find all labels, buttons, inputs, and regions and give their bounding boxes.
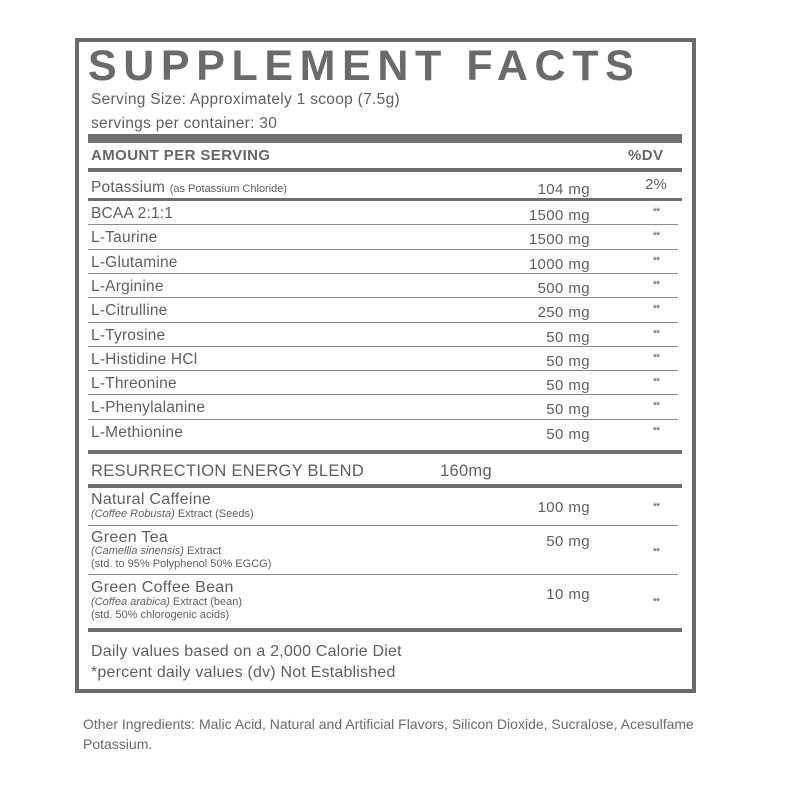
nutrient-amount: 50 mg xyxy=(546,353,590,370)
nutrient-amount: 50 mg xyxy=(546,426,590,443)
amount-per-serving-header: AMOUNT PER SERVING xyxy=(91,147,271,164)
nutrient-row xyxy=(0,396,800,420)
row-divider xyxy=(88,273,678,274)
section-divider xyxy=(88,628,682,632)
nutrient-name: L-Phenylalanine xyxy=(91,399,206,416)
row-divider xyxy=(88,249,678,250)
nutrient-row xyxy=(0,299,800,323)
section-divider xyxy=(88,198,682,201)
nutrient-dv: ** xyxy=(652,400,660,412)
footnote-not-established: *percent daily values (dv) Not Established xyxy=(91,664,396,681)
thick-divider xyxy=(88,134,682,143)
header-divider xyxy=(88,168,682,172)
blend-item-dv: ** xyxy=(652,501,660,513)
nutrient-name: L-Citrulline xyxy=(91,302,168,319)
row-divider xyxy=(88,370,678,371)
blend-item-source: (Coffea arabica) Extract (bean) xyxy=(91,596,243,608)
blend-item-name: Green Tea xyxy=(91,529,169,546)
blend-item-source: (Coffee Robusta) Extract (Seeds) xyxy=(91,508,254,520)
row-divider xyxy=(88,394,678,395)
nutrient-row xyxy=(0,275,800,299)
nutrient-amount: 50 mg xyxy=(546,401,590,418)
nutrient-dv: ** xyxy=(652,279,660,291)
row-divider xyxy=(88,297,678,298)
nutrient-dv: ** xyxy=(652,425,660,437)
nutrient-dv: ** xyxy=(652,376,660,388)
other-ingredients: Other Ingredients: Malic Acid, Natural and Artificial Flavors, Silicon Dioxide, Sucralose, Acesulfame Potassium. xyxy=(83,716,694,752)
row-divider xyxy=(88,574,678,575)
nutrient-dv: 2% xyxy=(645,176,667,193)
blend-item-dv: ** xyxy=(652,596,660,608)
nutrient-row xyxy=(0,251,800,275)
nutrient-dv: ** xyxy=(652,230,660,242)
nutrient-row xyxy=(0,421,800,445)
nutrient-amount: 500 mg xyxy=(537,280,590,297)
nutrient-dv: ** xyxy=(652,303,660,315)
blend-item-amount: 10 mg xyxy=(546,586,590,603)
nutrient-row xyxy=(0,348,800,372)
servings-per-container: servings per container: 30 xyxy=(91,115,278,132)
nutrient-dv: ** xyxy=(652,328,660,340)
nutrient-name: BCAA 2:1:1 xyxy=(91,205,174,222)
nutrient-name: L-Arginine xyxy=(91,278,164,295)
nutrient-name: L-Taurine xyxy=(91,229,158,246)
nutrient-name: L-Tyrosine xyxy=(91,327,166,344)
nutrient-amount: 1000 mg xyxy=(528,256,590,273)
panel-title: SUPPLEMENT FACTS xyxy=(88,42,641,90)
nutrient-row xyxy=(0,324,800,348)
row-divider xyxy=(88,224,678,225)
nutrient-name: L-Glutamine xyxy=(91,254,178,271)
dv-header: %DV xyxy=(628,147,664,164)
nutrient-name: L-Histidine HCl xyxy=(91,351,198,368)
row-divider xyxy=(88,346,678,347)
blend-item-amount: 100 mg xyxy=(537,499,590,516)
section-divider xyxy=(88,484,682,488)
nutrient-row xyxy=(0,372,800,396)
nutrient-amount: 104 mg xyxy=(537,181,590,198)
blend-item-source: (Camellia sinensis) Extract xyxy=(91,545,222,557)
blend-item-dv: ** xyxy=(652,546,660,558)
row-divider xyxy=(88,419,678,420)
footnote-daily-values: Daily values based on a 2,000 Calorie Diet xyxy=(91,643,402,660)
nutrient-dv: ** xyxy=(652,206,660,218)
row-divider xyxy=(88,525,678,526)
nutrient-dv: ** xyxy=(652,352,660,364)
nutrient-name: Potassium (as Potassium Chloride) xyxy=(91,179,288,196)
blend-item-standardization: (std. to 95% Polyphenol 50% EGCG) xyxy=(91,558,272,570)
nutrient-amount: 1500 mg xyxy=(528,207,590,224)
row-divider xyxy=(88,322,678,323)
nutrient-name: L-Threonine xyxy=(91,375,177,392)
blend-amount: 160mg xyxy=(440,462,492,480)
section-divider xyxy=(88,450,682,454)
nutrient-row xyxy=(0,226,800,250)
blend-item-standardization: (std. 50% chlorogenic acids) xyxy=(91,609,230,621)
nutrient-amount: 50 mg xyxy=(546,377,590,394)
nutrient-name: L-Methionine xyxy=(91,424,184,441)
nutrient-row-potassium xyxy=(0,176,800,200)
nutrient-row xyxy=(0,202,800,226)
nutrient-amount: 50 mg xyxy=(546,329,590,346)
blend-name: RESURRECTION ENERGY BLEND xyxy=(91,462,365,480)
blend-item-name: Natural Caffeine xyxy=(91,491,212,508)
blend-item-amount: 50 mg xyxy=(546,533,590,550)
serving-size: Serving Size: Approximately 1 scoop (7.5g) xyxy=(91,91,400,108)
nutrient-dv: ** xyxy=(652,255,660,267)
nutrient-amount: 1500 mg xyxy=(528,231,590,248)
blend-item-name: Green Coffee Bean xyxy=(91,579,234,596)
nutrient-amount: 250 mg xyxy=(537,304,590,321)
